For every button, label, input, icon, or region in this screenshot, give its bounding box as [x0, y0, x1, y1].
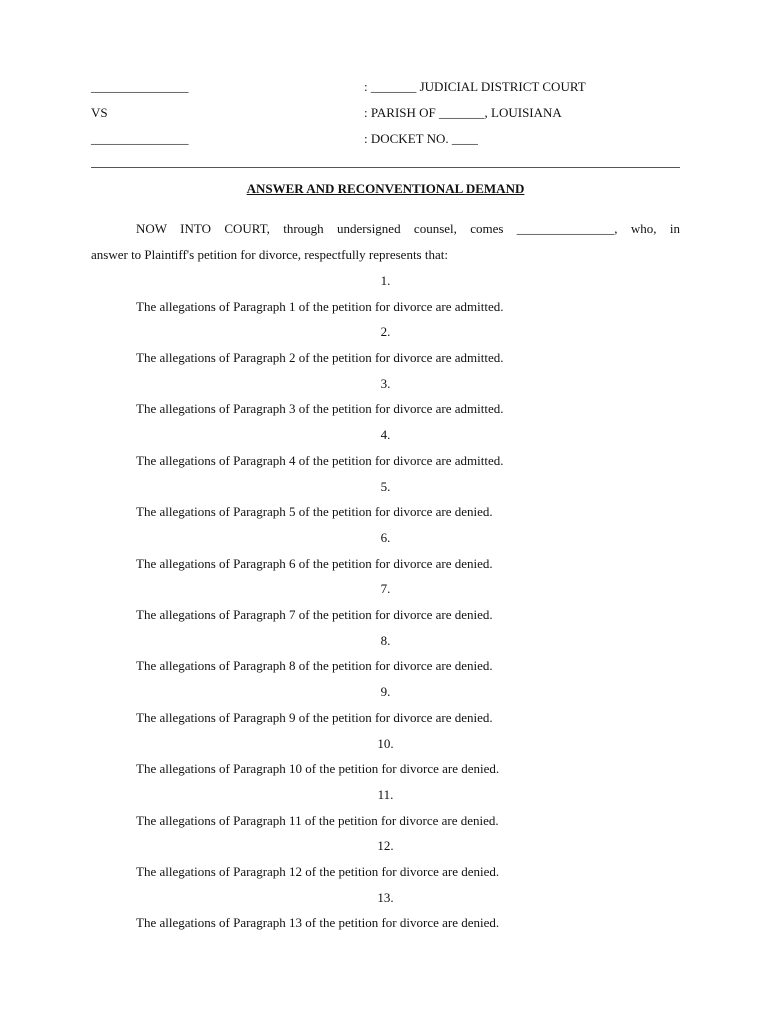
- intro-line-1-text: NOW INTO COURT, through undersigned counsel, comes _______________, who, in: [136, 221, 680, 236]
- paragraph-text: The allegations of Paragraph 12 of the petition for divorce are denied.: [136, 863, 500, 879]
- paragraph-number: 5.: [380, 478, 391, 494]
- document-title: ANSWER AND RECONVENTIONAL DEMAND: [246, 181, 525, 196]
- paragraph-number: 4.: [380, 427, 391, 443]
- docket-line: : DOCKET NO. ____: [364, 131, 478, 146]
- paragraph-item: [91, 479, 680, 530]
- paragraph-number: 11.: [377, 786, 394, 802]
- paragraph-text: The allegations of Paragraph 11 of the petition for divorce are denied.: [136, 812, 499, 828]
- paragraph-number: 6.: [380, 529, 391, 545]
- paragraph-list: [91, 273, 680, 941]
- caption-divider: [91, 167, 680, 168]
- paragraph-text: The allegations of Paragraph 3 of the petition for divorce are admitted.: [136, 401, 504, 417]
- paragraph-number: 12.: [377, 838, 394, 854]
- paragraph-item: [91, 890, 680, 941]
- paragraph-item: [91, 376, 680, 427]
- paragraph-number: 3.: [380, 375, 391, 391]
- paragraph-text: The allegations of Paragraph 13 of the petition for divorce are denied.: [136, 915, 500, 931]
- paragraph-text: The allegations of Paragraph 9 of the petition for divorce are denied.: [136, 709, 493, 725]
- intro-line-1: [91, 221, 680, 237]
- paragraph-item: [91, 273, 680, 324]
- paragraph-text: The allegations of Paragraph 6 of the petition for divorce are denied.: [136, 555, 493, 571]
- paragraph-item: [91, 427, 680, 478]
- defendant-name-blank: _______________: [91, 131, 189, 146]
- paragraph-number: 10.: [377, 735, 394, 751]
- paragraph-number: 9.: [380, 684, 391, 700]
- paragraph-number: 1.: [380, 273, 391, 288]
- paragraph-text: The allegations of Paragraph 10 of the petition for divorce are denied.: [136, 761, 500, 777]
- paragraph-number: 2.: [380, 324, 391, 340]
- paragraph-number: 7.: [380, 581, 391, 597]
- paragraph-item: [91, 324, 680, 375]
- parish-line: : PARISH OF _______, LOUISIANA: [364, 105, 562, 120]
- paragraph-text: The allegations of Paragraph 4 of the petition for divorce are admitted.: [136, 452, 504, 468]
- paragraph-text: The allegations of Paragraph 2 of the petition for divorce are admitted.: [136, 350, 504, 366]
- paragraph-item: [91, 581, 680, 632]
- paragraph-item: [91, 736, 680, 787]
- paragraph-text: The allegations of Paragraph 7 of the petition for divorce are denied.: [136, 607, 493, 623]
- paragraph-text: The allegations of Paragraph 8 of the petition for divorce are denied.: [136, 658, 493, 674]
- paragraph-item: [91, 530, 680, 581]
- paragraph-item: [91, 787, 680, 838]
- plaintiff-name-blank: _______________: [91, 79, 189, 94]
- paragraph-text: The allegations of Paragraph 5 of the petition for divorce are denied.: [136, 504, 493, 520]
- versus-label: VS: [91, 105, 108, 120]
- paragraph-item: [91, 684, 680, 735]
- paragraph-item: [91, 838, 680, 889]
- intro-line-2: answer to Plaintiff's petition for divorce, respectfully represents that:: [91, 247, 448, 262]
- paragraph-number: 13.: [377, 889, 394, 905]
- paragraph-number: 8.: [380, 632, 391, 648]
- paragraph-text: The allegations of Paragraph 1 of the petition for divorce are admitted.: [136, 298, 504, 314]
- court-line: : _______ JUDICIAL DISTRICT COURT: [364, 79, 586, 94]
- paragraph-item: [91, 633, 680, 684]
